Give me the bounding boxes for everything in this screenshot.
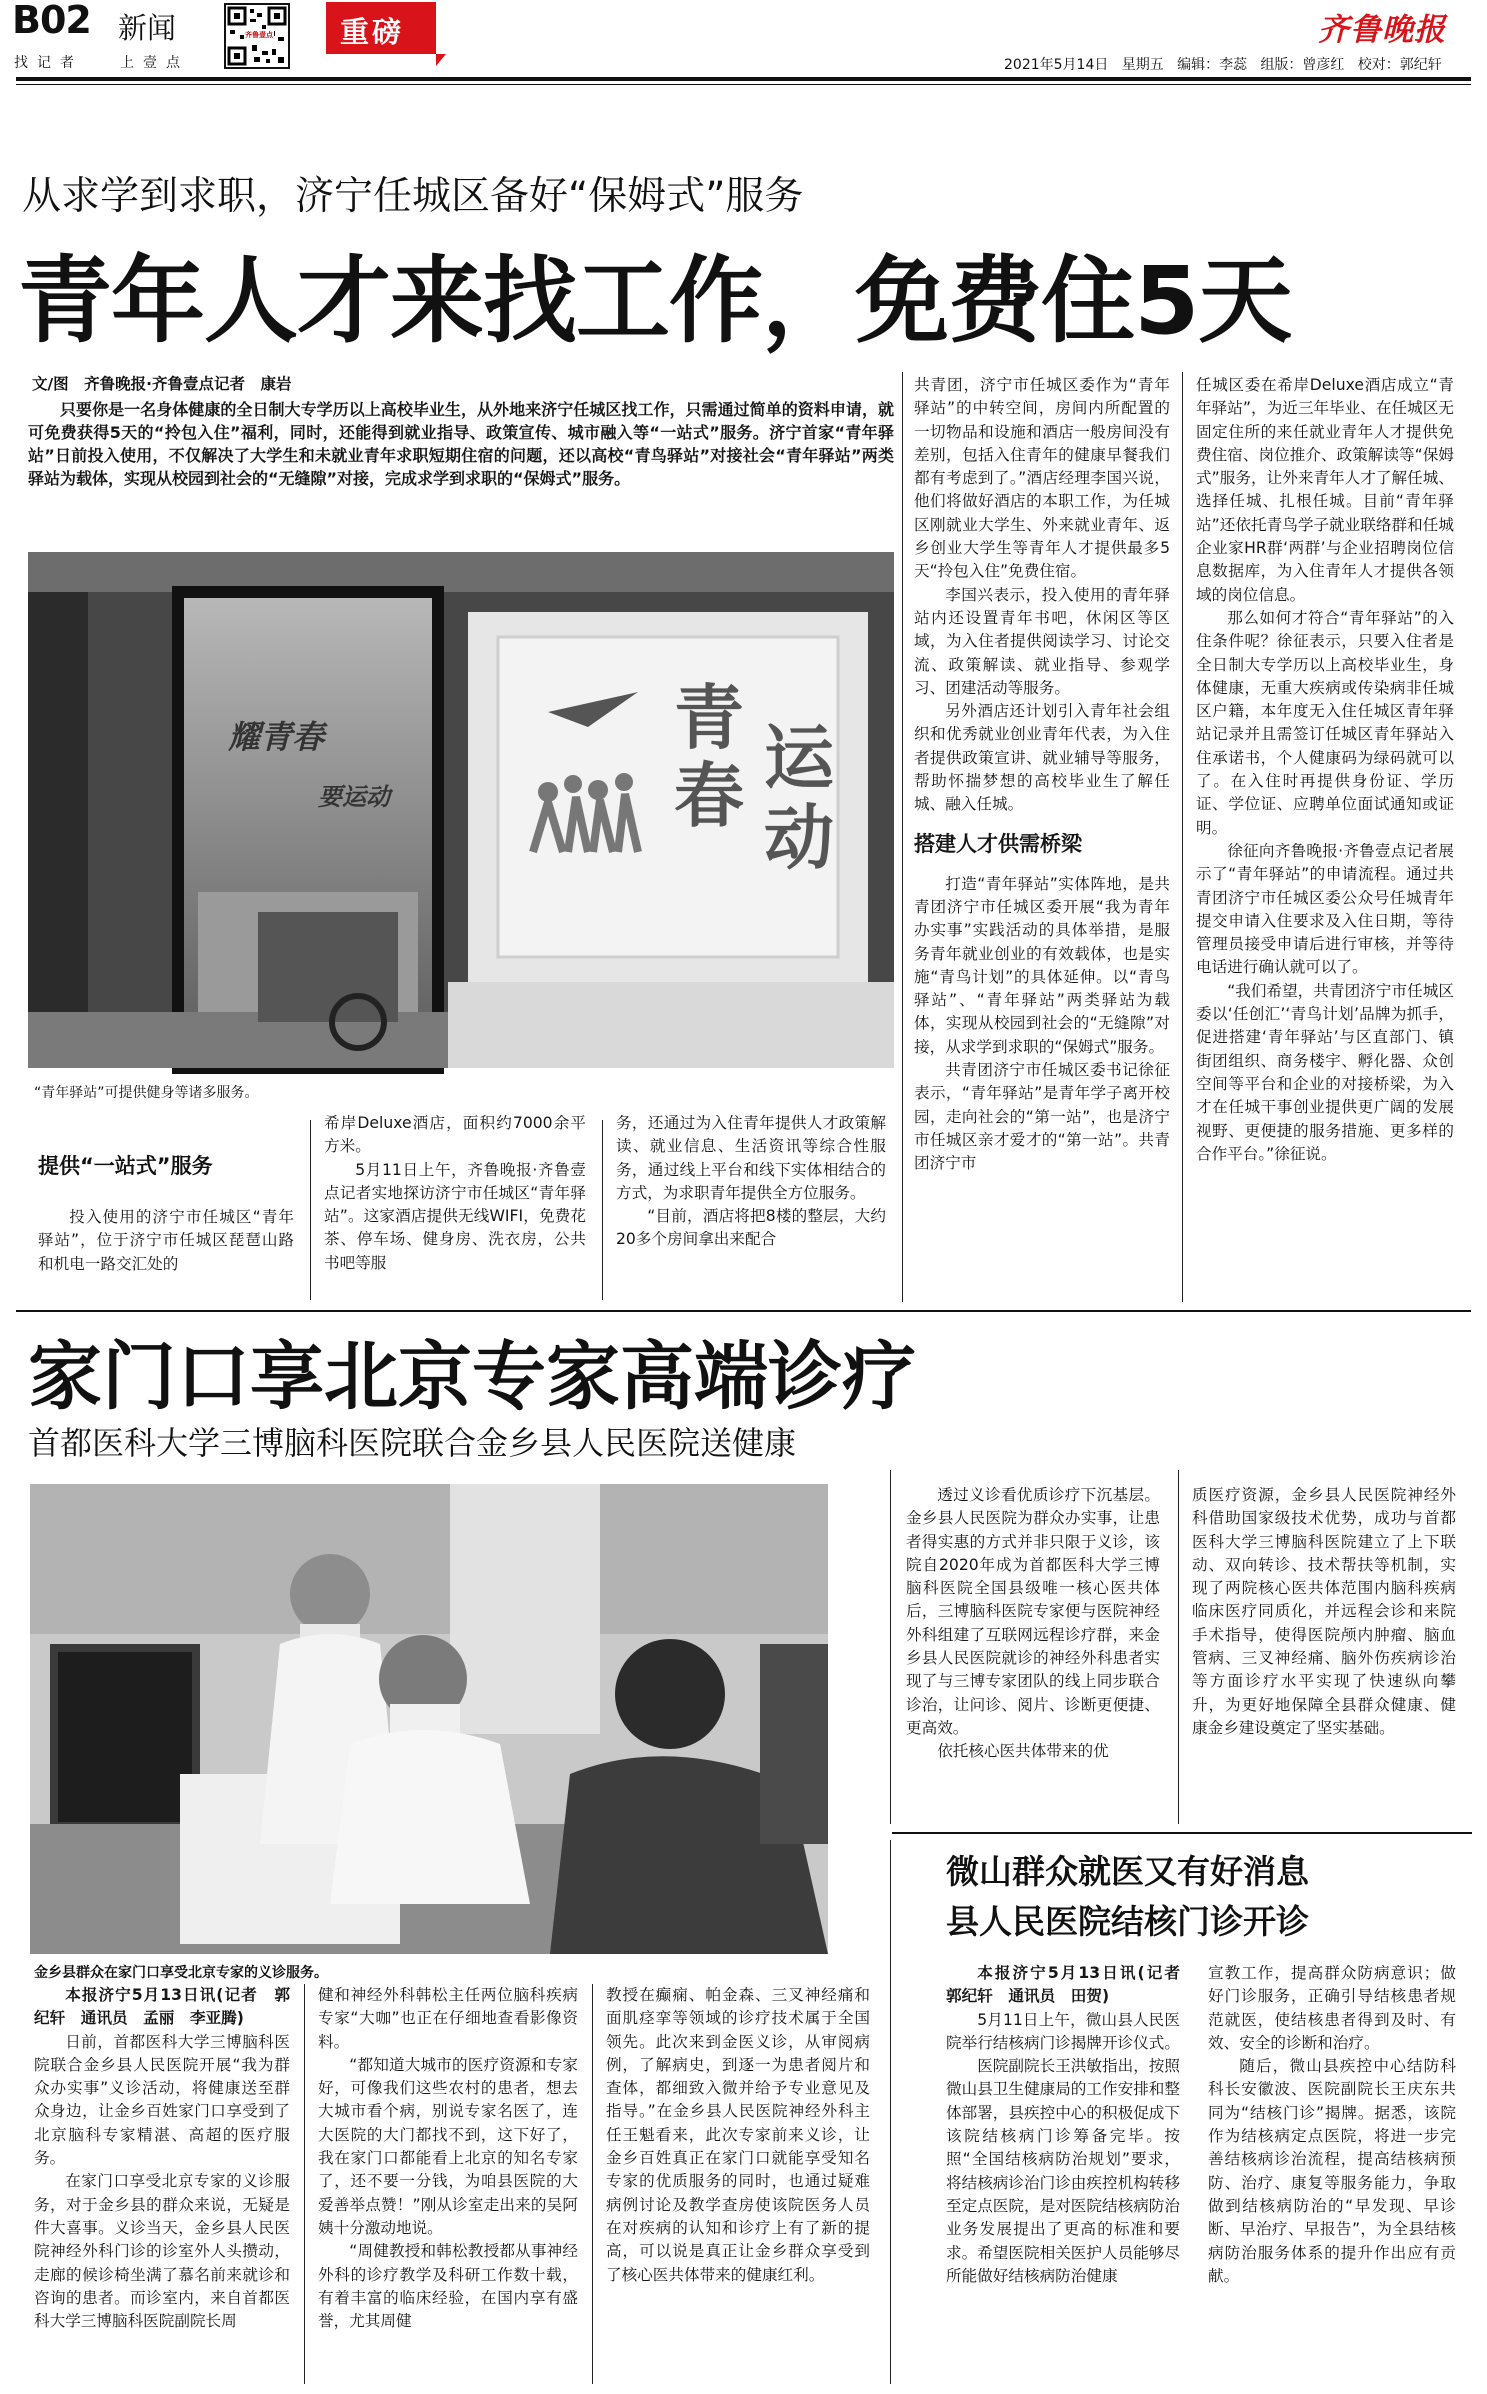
article2-body3: 教授在癫痫、帕金森、三叉神经痛和面肌痉挛等领域的诊疗技术属于全国领先。此次来到金医义诊，从审阅病例，了解病史，到逐一为患者阅片和查体，都细致入微并给予专业意见及指导。”在金乡县人民医院神经外科主任王魁看来，此次专家前来义诊，让金乡百姓真正在家门口就能享受知名专家的优质服务的同时，也通过疑难病例讨论及教学查房使该院医务人员在对疾病的认知和诊疗上有了新的提高，可以说是真正让金乡群众享受到了核心医共体带来的健康红利。 — [606, 1986, 870, 2284]
article1-para-a: 投入使用的济宁市任城区“青年驿站”，位于济宁市任城区琵琶山路和机电一路交汇处的 — [38, 1208, 294, 1273]
article1-col5-p4: “我们希望，共青团济宁市任城区委以‘任创汇’‘青鸟计划’品牌为抓手，促进搭建‘青年驿站’与区直部门、镇街团组织、商务楼宇、孵化器、众创空间等平台和企业的对接桥梁，为入才在任城干事创业提供更广阔的发展视野、更便捷的服务措施、更多样的合作平台。”徐征说。 — [1196, 981, 1454, 1163]
article1-col4 — [914, 374, 1170, 1300]
article1-col3 — [616, 1112, 886, 1302]
article1-para-d: 务，还通过为入住青年提供人才政策解读、就业信息、生活资讯等综合性服务，通过线上平台和线下实体相结合的方式，为求职青年提供全方位服务。 — [616, 1114, 886, 1202]
article2-body2c: “周健教授和韩松教授都从事神经外科的诊疗教学及科研工作数十载，有着丰富的临床经验，在国内享有盛誉，尤其周健 — [318, 2242, 578, 2331]
col-rule — [902, 372, 903, 1302]
wall-char-4: 动 — [764, 797, 834, 879]
article3-headline-line2: 县人民医院结核门诊开诊 — [946, 1902, 1309, 1941]
article2-right-col1 — [906, 1484, 1160, 1820]
article2-col3 — [606, 1984, 870, 2384]
article3-byline: 本报济宁5月13日讯(记者 郭纪轩 通讯员 田贺) — [946, 1964, 1196, 2006]
article1-col5-p1: 任城区委在希岸Deluxe酒店成立“青年驿站”，为近三年毕业、在任城区无固定住所的来任就业青年人才提供免费住宿、岗位推介、政策解读等“保姆式”服务，让外来青年人才了解任城、选择任城、扎根任城。目前“青年驿站”还依托青鸟学子就业联络群和任城企业家HR群‘两群’与企业招聘岗位信息数据库，为入住青年人才提供各领域的岗位信息。 — [1196, 376, 1454, 604]
article1-kicker: 从求学到求职，济宁任城区备好“保姆式”服务 — [22, 174, 804, 219]
sub-right: 上壹点 — [120, 55, 189, 71]
article-divider — [16, 1310, 1471, 1312]
article2-body1: 日前，首都医科大学三博脑科医院联合金乡县人民医院开展“我为群众办实事”义诊活动，将健康送至群众身边，让金乡百姓家门口享受到了北京脑科专家精湛、高超的医疗服务。 — [34, 2032, 290, 2168]
col-rule — [592, 1984, 593, 2384]
article2-body1b: 在家门口享受北京专家的义诊服务，对于金乡县的群众来说，无疑是件大喜事。义诊当天，金乡县人民医院神经外科门诊的诊室外人头攒动，走廊的候诊椅坐满了慕名前来就诊和咨询的患者。而诊室内，来自首都医科大学三博脑科医院副院长周 — [34, 2172, 290, 2331]
col-rule — [1182, 372, 1183, 1302]
badge-text: 重磅 — [340, 15, 405, 49]
sub-left: 找记者 — [14, 55, 83, 71]
article1-col5-p3: 徐征向齐鲁晚报·齐鲁壹点记者展示了“青年驿站”的申请流程。通过共青团济宁市任城区委公众号任城青年提交申请入住要求及入住日期，等待管理员接受申请后进行审核，并等待电话进行确认就可以了。 — [1196, 841, 1454, 977]
proof-credit: 校对：郭纪轩 — [1357, 57, 1442, 73]
issue-info — [1004, 54, 1442, 74]
article2-photo-caption: 金乡县群众在家门口享受北京专家的义诊服务。 — [34, 1965, 328, 1981]
article1-para-e: “目前，酒店将把8楼的整层，大约20多个房间拿出来配合 — [616, 1207, 886, 1249]
article1-col4-p2: 李国兴表示，投入使用的青年驿站内还设置青年书吧，休闲区等区域，为入住者提供阅读学习、讨论交流、政策解读、就业指导、参观学习、团建活动等服务。 — [914, 585, 1170, 697]
article1-headline: 青年人才来找工作，免费住5天 — [18, 247, 1292, 356]
article2-right-col2-text: 质医疗资源，金乡县人民医院神经外科借助国家级技术优势，成功与首都医科大学三博脑科医院建立了上下联动、双向转诊、技术帮扶等机制，实现了两院核心医共体范围内脑科疾病临床医疗同质化，并远程会诊和来院手术指导，使得医院颅内肿瘤、脑血管病、三叉神经痛、脑外伤疾病诊治等方面诊疗水平实现了快速纵向攀升，为更好地保障全县群众健康、健康金乡建设奠定了坚实基础。 — [1192, 1486, 1456, 1737]
article1-col4-p3: 另外酒店还计划引入青年社会组织和优秀就业创业青年代表，为入住者提供政策宣讲、就业辅导等服务，帮助怀揣梦想的高校毕业生了解任城、融入任城。 — [914, 702, 1170, 814]
article1-lead — [28, 398, 894, 536]
masthead-rule — [16, 77, 1471, 81]
issue-weekday: 星期五 — [1121, 57, 1164, 73]
article1-lead-text: 只要你是一名身体健康的全日制大专学历以上高校毕业生，从外地来济宁任城区找工作，只需通过简单的资料申请，就可免费获得5天的“拎包入住”福利，同时，还能得到就业指导、政策宣传、城市融入等“一站式”服务。济宁首家“青年驿站”日前投入使用，不仅解决了大学生和未就业青年求职短期住宿的问题，还以高校“青鸟驿站”对接社会“青年驿站”两类驿站为载体，实现从校园到社会的“无缝隙”对接，完成求学到求职的“保姆式”服务。 — [28, 400, 894, 488]
paper-logo: 齐鲁晚报 — [1318, 12, 1446, 48]
col-rule — [890, 1470, 891, 1824]
article1-col5 — [1196, 374, 1454, 1300]
article3-body1: 5月11日上午，微山县人民医院举行结核病门诊揭牌开诊仪式。 — [946, 2010, 1180, 2052]
article2-right-col2 — [1192, 1484, 1456, 1820]
col-rule — [602, 1120, 603, 1300]
masthead-rule-thin — [16, 84, 1471, 85]
article1-col4-p1: 共青团，济宁市任城区委作为“青年驿站”的中转空间，房间内所配置的一切物品和设施和酒店一般房间没有差别，包括入住青年的健康早餐我们都有考虑到了。”酒店经理李国兴说，他们将做好酒店的本职工作，为任城区刚就业大学生、外来就业青年、返乡创业大学生等青年人才提供最多5天“拎包入住”免费住宿。 — [914, 376, 1170, 581]
article3-col1 — [946, 1962, 1196, 2382]
col-rule — [890, 1840, 891, 2384]
wall-char-1: 青 — [674, 677, 744, 759]
article2-subtitle: 首都医科大学三博脑科医院联合金乡县人民医院送健康 — [28, 1424, 797, 1462]
article3-divider — [892, 1832, 1472, 1834]
article2-body2b: “都知道大城市的医疗资源和专家好，可像我们这些农村的患者，想去大城市看个病，别说专家名医了，连大医院的大门都找不到，这下好了，我在家门口都能看上北京的知名专家了，还不要一分钱，为咱县医院的大爱善举点赞！”刚从诊室走出来的吴阿姨十分激动地说。 — [318, 2055, 578, 2237]
article3-body1b: 医院副院长王洪敏指出，按照微山县卫生健康局的工作安排和整体部署，县疾控中心的积极促成下该院结核病门诊筹备完毕。按照“全国结核病防治规划”要求，将结核病诊治门诊由疾控机构转移至定点医院，是对医院结核病防治业务发展提出了更高的标准和要求。希望医院相关医护人员能够尽所能做好结核病防治健康 — [946, 2057, 1180, 2285]
article3-body2b: 随后，微山县疾控中心结防科科长安徽波、医院副院长王庆东共同为“结核门诊”揭牌。据悉，该院作为结核病定点医院，将进一步完善结核病诊治流程，提高结核病预防、治疗、康复等服务能力，争取做到结核病防治的“早发现、早诊断、早治疗、早报告”，为全县结核病防治服务体系的提升作出应有贡献。 — [1208, 2057, 1456, 2285]
article1-col2 — [324, 1112, 586, 1302]
article2-right-p1: 透过义诊看优质诊疗下沉基层。金乡县人民医院为群众办实事，让患者得实惠的方式并非只限于义诊，该院自2020年成为首都医科大学三博脑科医院全国县级唯一核心医共体后，三博脑科医院专家便与医院神经外科组建了互联网远程诊疗群，来金乡县人民医院就诊的神经外科患者实现了与三博专家团队的线上同步联合诊治，让问诊、阅片、诊断更便捷、更高效。 — [906, 1486, 1160, 1737]
col-rule — [304, 1984, 305, 2384]
article1-para-b: 希岸Deluxe酒店，面积约7000余平方米。 — [324, 1114, 586, 1156]
qr-label: 齐鲁壹点 — [245, 31, 273, 39]
article1-col5-p2: 那么如何才符合“青年驿站”的入住条件呢？徐征表示，只要入住者是全日制大专学历以上高校毕业生，身体健康，无重大疾病或传染病非任城区户籍，本年度无入住任城区青年驿站记录并且需签订任城区青年驿站入住承诺书，个人健康码为绿码就可以了。在入住时再提供身份证、学历证、学位证、应聘单位面试通知或证明。 — [1196, 608, 1454, 837]
article1-photo — [28, 552, 894, 1068]
col-rule — [1178, 1470, 1179, 1824]
section-name: 新闻 — [118, 11, 177, 45]
article2-headline: 家门口享北京专家高端诊疗 — [28, 1334, 916, 1420]
article2-byline: 本报济宁5月13日讯(记者 郭纪轩 通讯员 孟丽 李亚腾) — [34, 1986, 290, 2028]
page-number: B02 — [12, 0, 91, 42]
article3-body2: 宣教工作，提高群众防病意识；做好门诊服务，正确引导结核患者规范就医，使结核患者得到及时、有效、安全的诊断和治疗。 — [1208, 1964, 1456, 2052]
wall-char-2: 春 — [674, 755, 744, 837]
badge-tail — [436, 54, 446, 66]
article2-photo — [30, 1484, 828, 1954]
article1-para-c: 5月11日上午，齐鲁晚报·齐鲁壹点记者实地探访济宁市任城区“青年驿站”。这家酒店提供无线WIFI，免费花茶、停车场、健身房、洗衣房，公共书吧等服 — [324, 1160, 586, 1272]
qr-code — [224, 3, 290, 69]
article2-right-p2: 依托核心医共体带来的优 — [937, 1742, 1109, 1761]
article1-subhead1: 提供“一站式”服务 — [38, 1154, 213, 1178]
issue-date: 2021年5月14日 — [1004, 57, 1109, 73]
article2-col1 — [34, 1984, 290, 2384]
corridor-sign-1: 耀青春 — [228, 718, 325, 756]
headline-badge — [326, 2, 436, 54]
wall-char-3: 运 — [764, 717, 834, 799]
article3-col2 — [1208, 1962, 1456, 2382]
col-rule — [310, 1120, 311, 1300]
article1-byline: 文/图 齐鲁晚报·齐鲁壹点记者 康岩 — [32, 375, 292, 393]
article1-col4b-p1: 打造“青年驿站”实体阵地，是共青团济宁市任城区委开展“我为青年办实事”实践活动的具体举措，是服务青年就业创业的有效载体，也是实施“青鸟计划”的具体延伸。以“青鸟驿站”、“青年驿站”两类驿站为载体，实现从校园到社会的“无缝隙”对接，从求学到求职的“保姆式”服务。 — [914, 874, 1170, 1056]
editor-credit: 编辑：李蕊 — [1177, 57, 1248, 73]
article1-subhead2: 搭建人才供需桥梁 — [914, 831, 1082, 856]
article1-col1 — [38, 1206, 294, 1296]
article1-photo-caption: “青年驿站”可提供健身等诸多服务。 — [34, 1085, 259, 1101]
article2-body2: 健和神经外科韩松主任两位脑科疾病专家“大咖”也正在仔细地查看影像资料。 — [318, 1986, 578, 2051]
layout-credit: 组版：曾彦红 — [1260, 57, 1345, 73]
article3-headline-line1: 微山群众就医又有好消息 — [946, 1852, 1309, 1891]
article2-col2 — [318, 1984, 578, 2384]
corridor-sign-2: 要运动 — [318, 783, 390, 811]
article1-col4b-p2: 共青团济宁市任城区委书记徐征表示，“青年驿站”是青年学子离开校园，走向社会的“第一站”，也是济宁市任城区亲才爱才的“第一站”。共青团济宁市 — [914, 1061, 1170, 1173]
